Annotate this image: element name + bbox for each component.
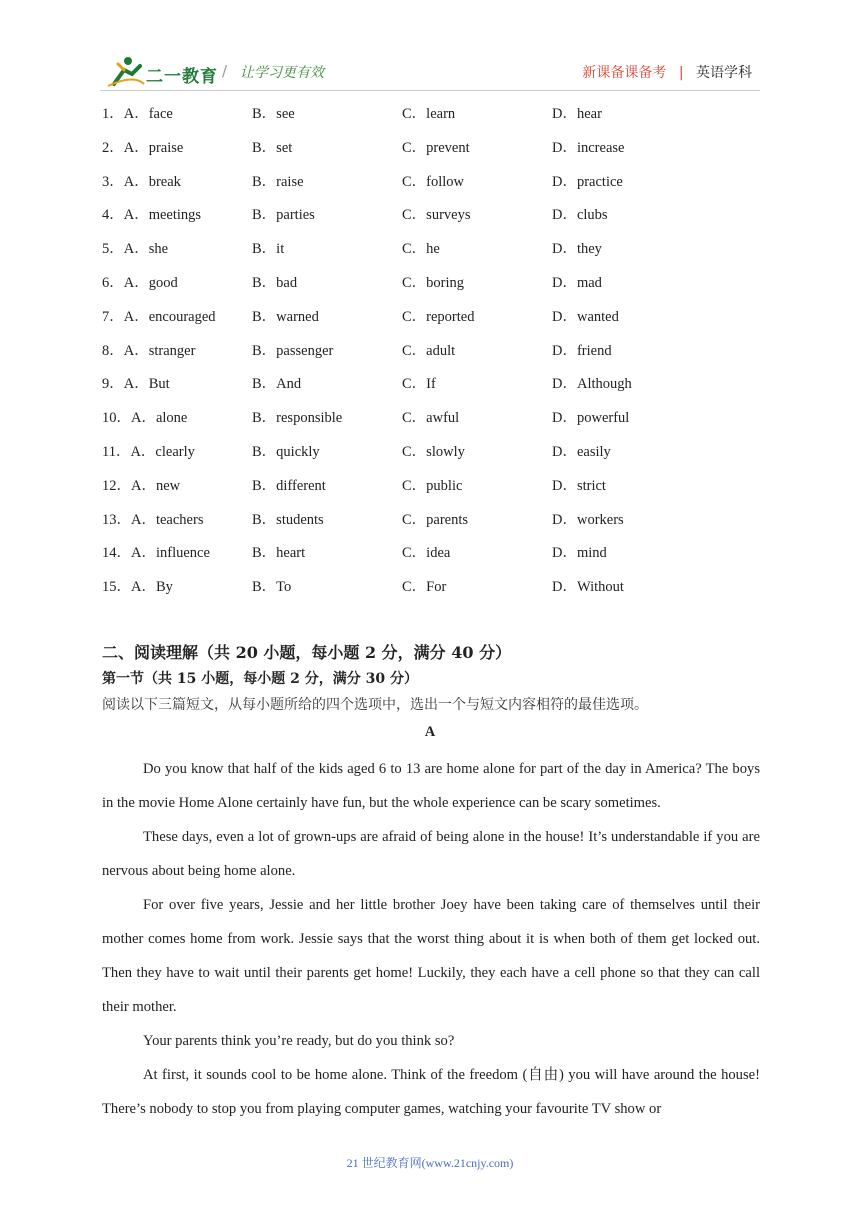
option-d: D．hear bbox=[552, 106, 602, 122]
option-c: C．prevent bbox=[402, 139, 470, 156]
option-c: C．he bbox=[402, 241, 440, 258]
option-d: D．Although bbox=[552, 376, 632, 393]
header-separator: | bbox=[678, 65, 684, 81]
option-c: C．awful bbox=[402, 410, 460, 427]
option-d: D．mind bbox=[552, 545, 607, 562]
option-d: D．strict bbox=[552, 477, 606, 494]
passage-paragraph: For over five years, Jessie and her little brother Joey have been taking care of themselves until their mother comes home from work. Jessie says that the worst thing about it is when both of them get locked out. Then they have to wait until their parents get home! Luckily, they each have a cell phone so that they can call their mother. bbox=[102, 897, 760, 1015]
header-subject bbox=[582, 62, 752, 82]
option-a: 5．A．she bbox=[102, 241, 169, 258]
option-c: C．reported bbox=[402, 308, 475, 325]
passage-paragraph: At first, it sounds cool to be home alone. Think of the freedom (自由) you will have around the house! There’s nobody to stop you from playing computer games, watching your favourite TV show or bbox=[102, 1067, 760, 1117]
option-a: 9．A．But bbox=[102, 376, 170, 393]
section-subtitle: 第一节（共 15 小题，每小题 2 分，满分 30 分） bbox=[102, 671, 418, 687]
option-d: D．wanted bbox=[552, 308, 619, 325]
option-d: D．increase bbox=[552, 139, 625, 156]
option-a: 7．A．encouraged bbox=[102, 308, 216, 325]
option-d: D．workers bbox=[552, 511, 624, 528]
option-b: B．warned bbox=[252, 308, 319, 325]
option-d: D．powerful bbox=[552, 410, 630, 427]
option-row bbox=[102, 543, 762, 577]
option-a: 4．A．meetings bbox=[102, 207, 202, 224]
option-b: B．To bbox=[252, 579, 292, 596]
option-b: B．different bbox=[252, 477, 326, 494]
option-a: 12．A．new bbox=[102, 477, 181, 494]
option-row bbox=[102, 476, 762, 510]
option-d: D．they bbox=[552, 241, 602, 258]
cloze-options-table bbox=[102, 104, 762, 611]
option-d: D．easily bbox=[552, 443, 611, 460]
option-row bbox=[102, 138, 762, 172]
option-a: 1．A．face bbox=[102, 106, 173, 122]
option-row bbox=[102, 273, 762, 307]
passage-paragraph: These days, even a lot of grown-ups are afraid of being alone in the house! It’s understandable if you are nervous about being home alone. bbox=[102, 829, 760, 879]
option-c: C．If bbox=[402, 376, 436, 393]
option-b: B．quickly bbox=[252, 443, 320, 460]
option-d: D．practice bbox=[552, 173, 623, 190]
option-row bbox=[102, 172, 762, 206]
option-row bbox=[102, 408, 762, 442]
option-c: C．learn bbox=[402, 106, 456, 122]
option-b: B．And bbox=[252, 376, 302, 393]
option-b: B．responsible bbox=[252, 410, 343, 427]
option-row bbox=[102, 374, 762, 408]
option-a: 10．A．alone bbox=[102, 410, 188, 427]
option-a: 14．A．influence bbox=[102, 545, 210, 562]
page-header bbox=[0, 0, 860, 100]
option-a: 3．A．break bbox=[102, 173, 181, 190]
passage-paragraph: Do you know that half of the kids aged 6 to 13 are home alone for part of the day in America? The boys in the movie Home Alone certainly have fun, but the whole experience can be scary sometimes. bbox=[102, 761, 760, 811]
option-row bbox=[102, 442, 762, 476]
option-a: 13．A．teachers bbox=[102, 511, 204, 528]
option-row bbox=[102, 205, 762, 239]
reading-passage bbox=[102, 752, 760, 1126]
option-a: 15．A．By bbox=[102, 579, 173, 596]
option-row bbox=[102, 104, 762, 138]
option-c: C．boring bbox=[402, 274, 465, 291]
option-row bbox=[102, 577, 762, 611]
option-d: D．Without bbox=[552, 579, 624, 596]
option-b: B．set bbox=[252, 139, 293, 156]
option-a: 11．A．clearly bbox=[102, 443, 195, 460]
option-c: C．For bbox=[402, 579, 447, 596]
option-a: 8．A．stranger bbox=[102, 342, 196, 359]
option-b: B．bad bbox=[252, 274, 298, 291]
option-c: C．surveys bbox=[402, 207, 471, 224]
option-b: B．it bbox=[252, 241, 285, 258]
option-c: C．parents bbox=[402, 511, 469, 528]
option-c: C．slowly bbox=[402, 443, 465, 460]
option-b: B．raise bbox=[252, 173, 304, 190]
option-c: C．public bbox=[402, 477, 463, 494]
header-course-label: 新课备课备考 bbox=[582, 65, 667, 81]
option-b: B．passenger bbox=[252, 342, 334, 359]
option-row bbox=[102, 341, 762, 375]
section-title: 二、阅读理解（共 20 小题，每小题 2 分，满分 40 分） bbox=[102, 643, 512, 662]
slogan: 让学习更有效 bbox=[240, 65, 324, 81]
option-b: B．heart bbox=[252, 545, 306, 562]
page-footer: 21 世纪教育网(www.21cnjy.com) bbox=[346, 1156, 514, 1170]
option-c: C．idea bbox=[402, 545, 451, 562]
slogan-divider: / bbox=[222, 62, 228, 80]
logo-text: 二一教育 bbox=[146, 67, 218, 87]
option-a: 2．A．praise bbox=[102, 139, 184, 156]
option-d: D．clubs bbox=[552, 207, 608, 224]
option-d: D．mad bbox=[552, 274, 602, 291]
header-subject-label: 英语学科 bbox=[696, 65, 752, 81]
passage-label: A bbox=[424, 724, 436, 740]
option-b: B．students bbox=[252, 511, 324, 528]
option-d: D．friend bbox=[552, 342, 612, 359]
option-b: B．see bbox=[252, 106, 295, 122]
option-row bbox=[102, 307, 762, 341]
section-instruction: 阅读以下三篇短文，从每小题所给的四个选项中，选出一个与短文内容相符的最佳选项。 bbox=[102, 697, 648, 713]
option-c: C．adult bbox=[402, 342, 456, 359]
option-a: 6．A．good bbox=[102, 274, 178, 291]
option-c: C．follow bbox=[402, 173, 465, 190]
option-row bbox=[102, 510, 762, 544]
option-b: B．parties bbox=[252, 207, 315, 224]
option-row bbox=[102, 239, 762, 273]
passage-paragraph: Your parents think you’re ready, but do you think so? bbox=[143, 1033, 455, 1049]
header-divider bbox=[100, 90, 760, 91]
